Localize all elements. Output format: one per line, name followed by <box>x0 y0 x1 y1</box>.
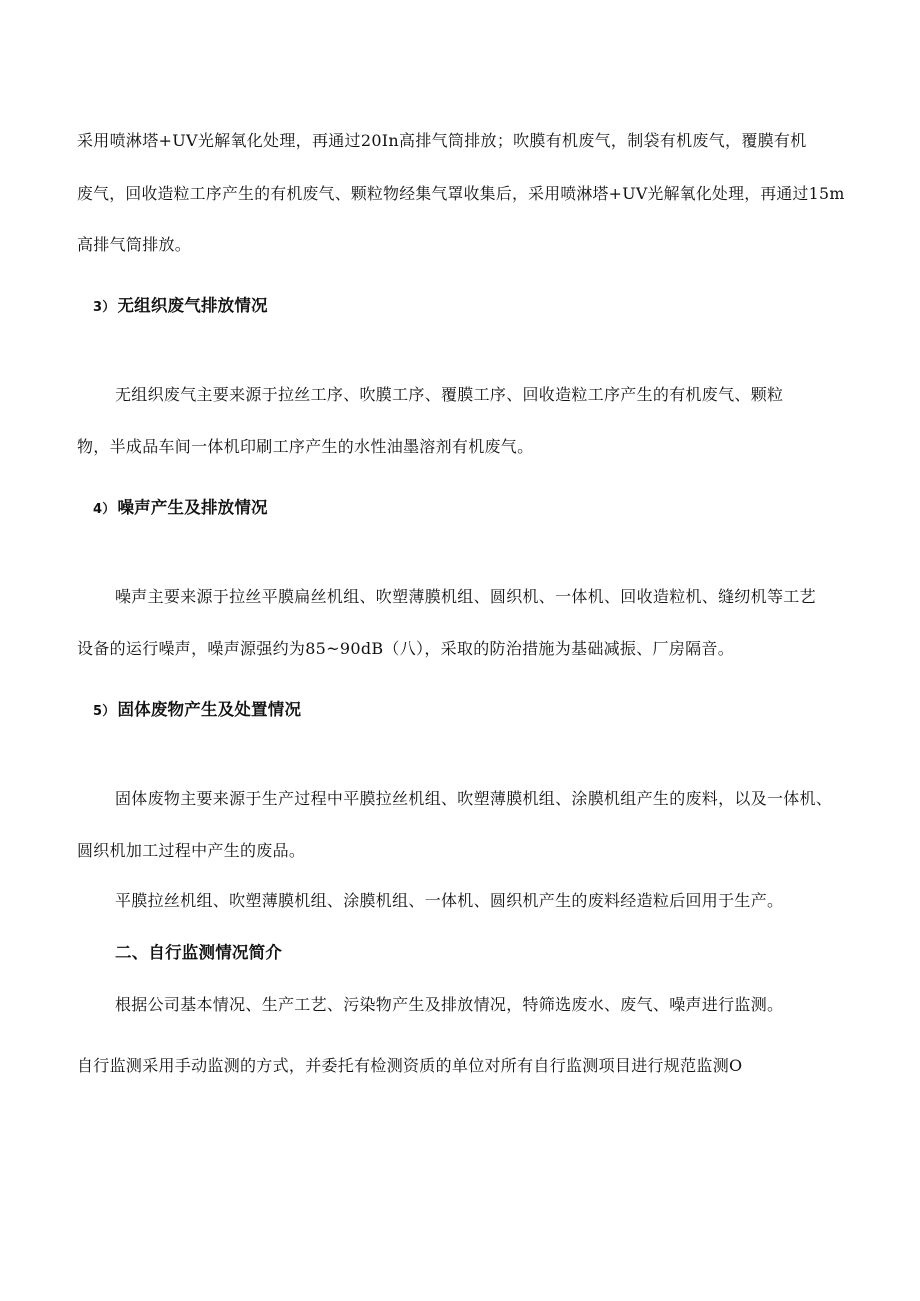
heading-text: 固体废物产生及处置情况 <box>117 700 302 719</box>
heading-number: 4） <box>93 502 116 517</box>
paragraph-line: 固体废物主要来源于生产过程中平膜拉丝机组、吹塑薄膜机组、涂膜机组产生的废料，以及一体机、 <box>115 789 833 808</box>
paragraph-line: 废气，回收造粒工序产生的有机废气、颗粒物经集气罩收集后，采用喷淋塔+UV光解氧化处理，再通过15m <box>77 184 845 203</box>
paragraph-line: 根据公司基本情况、生产工艺、污染物产生及排放情况，特筛选废水、废气、噪声进行监测。 <box>115 995 784 1014</box>
section-heading-4 <box>93 498 268 520</box>
section-heading-3 <box>93 296 268 318</box>
paragraph-line: 设备的运行噪声，噪声源强约为85~90dB（八），采取的防治措施为基础减振、厂房隔音。 <box>77 639 735 658</box>
paragraph-line: 高排气筒排放。 <box>77 235 192 254</box>
paragraph-line: 平膜拉丝机组、吹塑薄膜机组、涂膜机组、一体机、圆织机产生的废料经造粒后回用于生产。 <box>115 891 784 910</box>
paragraph-line: 采用喷淋塔+UV光解氧化处理，再通过20In高排气筒排放；吹膜有机废气，制袋有机废气，覆膜有机 <box>77 131 807 150</box>
section-heading-2 <box>115 943 282 963</box>
paragraph-line: 无组织废气主要来源于拉丝工序、吹膜工序、覆膜工序、回收造粒工序产生的有机废气、颗粒 <box>115 385 784 404</box>
paragraph-line: 噪声主要来源于拉丝平膜扁丝机组、吹塑薄膜机组、圆织机、一体机、回收造粒机、缝纫机等工艺 <box>115 587 816 606</box>
paragraph-line: 圆织机加工过程中产生的废品。 <box>77 841 306 860</box>
paragraph-line: 自行监测采用手动监测的方式，并委托有检测资质的单位对所有自行监测项目进行规范监测O <box>77 1056 743 1075</box>
heading-text: 无组织废气排放情况 <box>117 296 268 315</box>
paragraph-line: 物，半成品车间一体机印刷工序产生的水性油墨溶剂有机废气。 <box>77 437 534 456</box>
heading-number: 5） <box>93 704 116 719</box>
heading-number: 3） <box>93 300 116 315</box>
section-heading-5 <box>93 700 301 722</box>
heading-text: 噪声产生及排放情况 <box>117 498 268 517</box>
heading-text: 二、自行监测情况简介 <box>115 943 282 962</box>
